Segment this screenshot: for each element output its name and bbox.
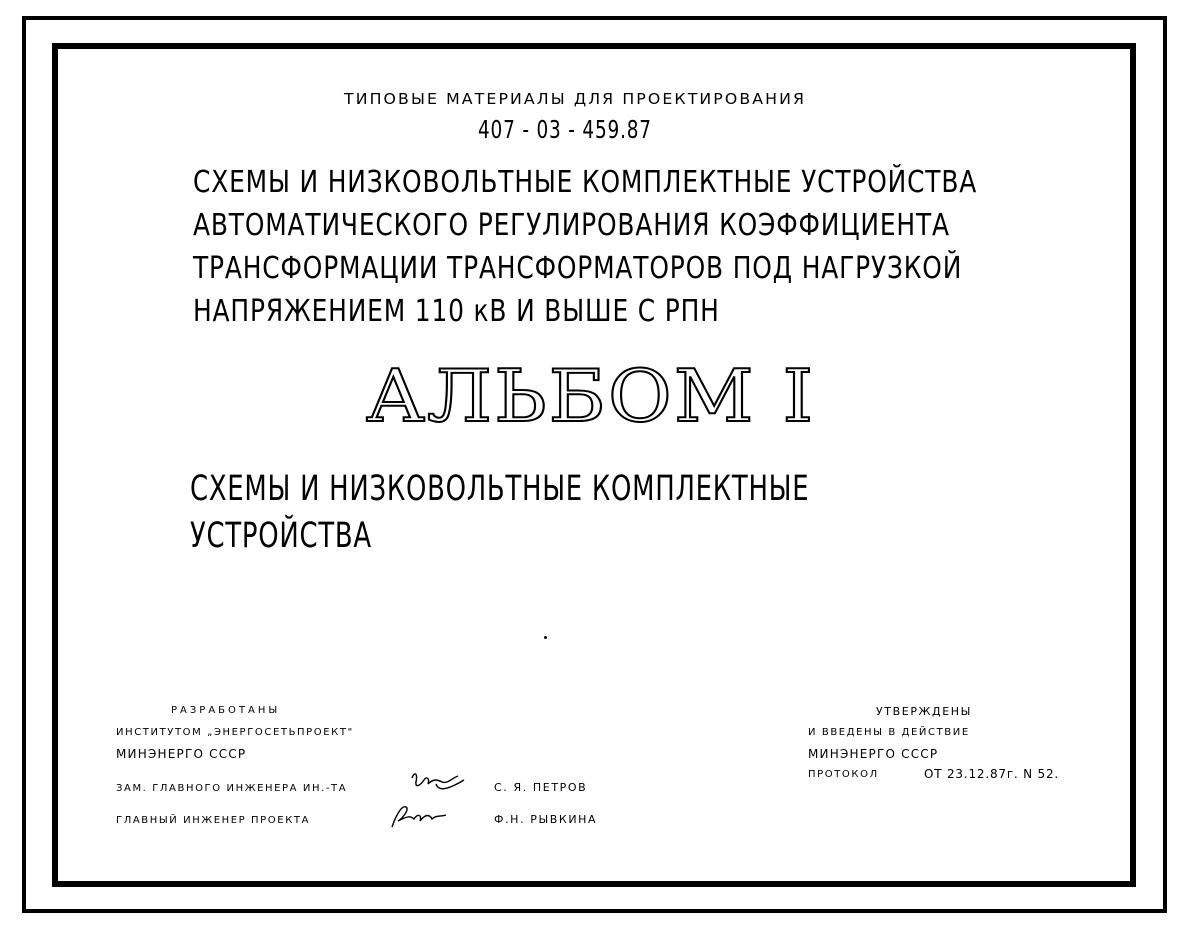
protocol-value: ОТ 23.12.87г. N 52. [924,767,1060,781]
subtitle-line-1: СХЕМЫ И НИЗКОВОЛЬТНЫЕ КОМПЛЕКТНЫЕ [190,469,810,509]
approved-line: И ВВЕДЕНЫ В ДЕЙСТВИЕ [808,727,970,738]
developed-heading: РАЗРАБОТАНЫ [171,705,281,716]
deputy-role: ЗАМ. ГЛАВНОГО ИНЖЕНЕРА ИН.-ТА [116,783,348,794]
dot-mark [544,636,547,639]
series-heading: ТИПОВЫЕ МАТЕРИАЛЫ ДЛЯ ПРОЕКТИРОВАНИЯ [344,90,807,108]
title-line-1: СХЕМЫ И НИЗКОВОЛЬТНЫЕ КОМПЛЕКТНЫЕ УСТРОЙСТВА [193,165,978,200]
developed-ministry: МИНЭНЕРГО СССР [116,747,247,761]
signature-ryvkina [388,801,448,831]
approved-heading: УТВЕРЖДЕНЫ [876,705,972,718]
title-line-3: ТРАНСФОРМАЦИИ ТРАНСФОРМАТОРОВ ПОД НАГРУЗКОЙ [193,251,963,286]
protocol-label: ПРОТОКОЛ [808,769,879,780]
title-line-2: АВТОМАТИЧЕСКОГО РЕГУЛИРОВАНИЯ КОЭФФИЦИЕНТА [193,208,950,243]
approved-ministry: МИНЭНЕРГО СССР [808,747,939,761]
subtitle-line-2: УСТРОЙСТВА [190,516,372,556]
document-code: 407 - 03 - 459.87 [478,115,652,144]
developed-institute: ИНСТИТУТОМ „ЭНЕРГОСЕТЬПРОЕКТ" [116,727,354,738]
chief-role: ГЛАВНЫЙ ИНЖЕНЕР ПРОЕКТА [116,815,311,826]
title-line-4: НАПРЯЖЕНИЕМ 110 кВ И ВЫШЕ С РПН [193,294,720,329]
deputy-name: С. Я. ПЕТРОВ [494,781,588,794]
album-title: АЛЬБОМ I [366,354,816,438]
chief-name: Ф.Н. РЫВКИНА [494,813,598,826]
signature-petrov [408,770,468,800]
